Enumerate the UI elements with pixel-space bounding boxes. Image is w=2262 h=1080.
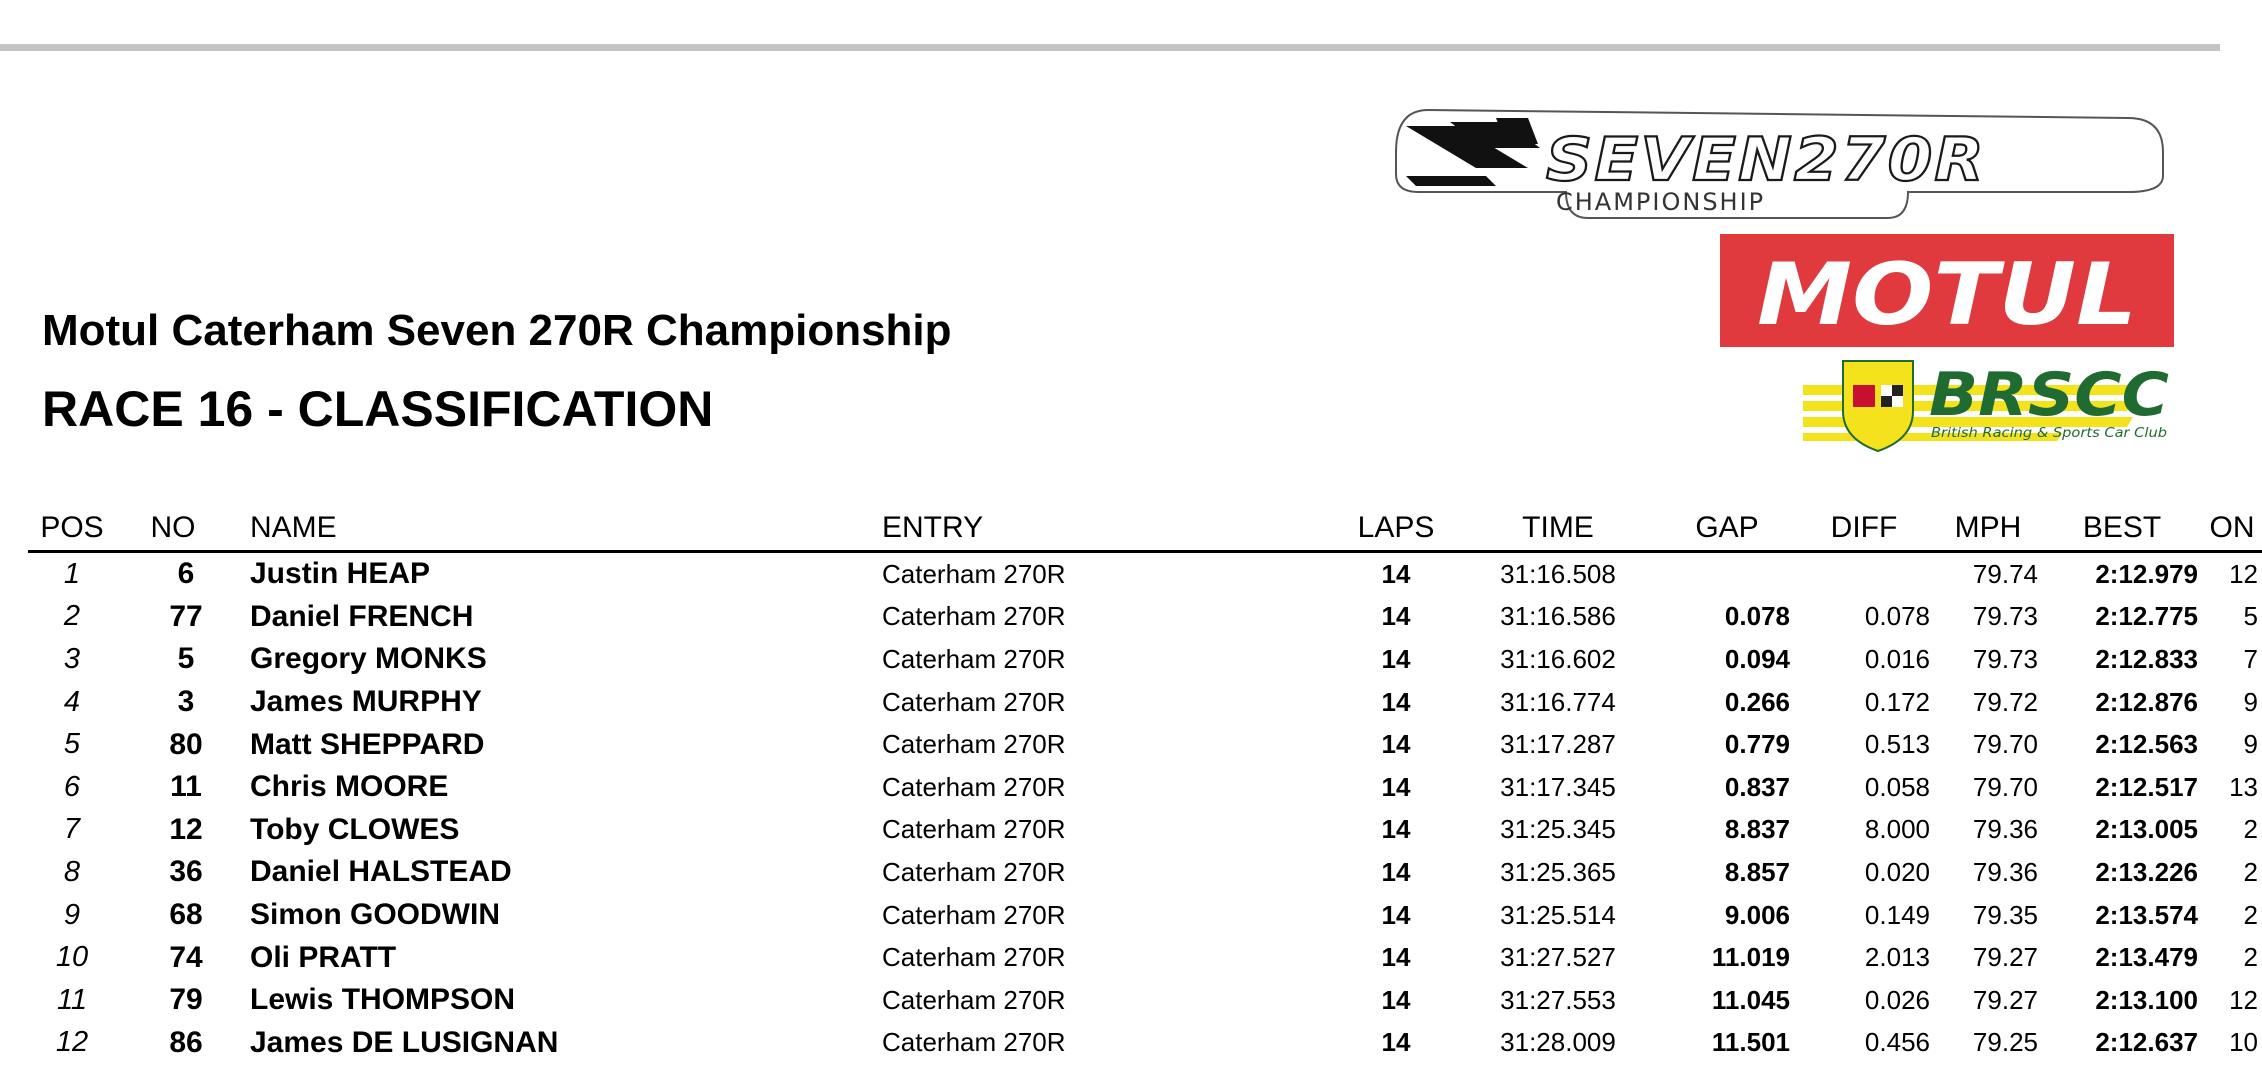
classification-table <box>28 506 2262 1064</box>
table-row <box>28 723 2262 766</box>
entry-cell: Caterham 270R <box>882 984 1066 1015</box>
driver-name-cell: Matt SHEPPARD <box>250 727 485 761</box>
best-lap-cell: 2:13.100 <box>2095 984 2198 1015</box>
best-on-lap-cell: 12 <box>2229 558 2258 589</box>
best-on-lap-cell: 7 <box>2243 643 2258 674</box>
mph-cell: 79.72 <box>1972 686 2038 717</box>
time-cell: 31:17.287 <box>1500 729 1616 760</box>
entry-cell: Caterham 270R <box>882 771 1066 802</box>
time-cell: 31:25.345 <box>1500 814 1616 845</box>
diff-cell: 0.172 <box>1864 686 1930 717</box>
entry-cell: Caterham 270R <box>882 942 1066 973</box>
diff-cell: 0.513 <box>1864 729 1930 760</box>
motul-wordmark: MOTUL <box>1757 245 2137 345</box>
mph-cell: 79.27 <box>1972 984 2038 1015</box>
driver-name-cell: Daniel FRENCH <box>250 599 474 633</box>
laps-cell: 14 <box>1381 1027 1411 1058</box>
car-number-cell: 74 <box>169 940 203 974</box>
entry-cell: Caterham 270R <box>882 729 1066 760</box>
gap-cell: 0.078 <box>1724 601 1790 632</box>
car-number-cell: 36 <box>169 855 203 889</box>
best-lap-cell: 2:12.637 <box>2095 1027 2198 1058</box>
brscc-logo <box>1803 355 2175 453</box>
table-row <box>28 552 2262 596</box>
diff-cell: 0.078 <box>1864 601 1930 632</box>
best-on-lap-cell: 5 <box>2243 601 2258 632</box>
mph-cell: 79.27 <box>1972 942 2038 973</box>
laps-cell: 14 <box>1381 558 1411 589</box>
race-classification-title: RACE 16 - CLASSIFICATION <box>42 381 714 437</box>
car-number-cell: 80 <box>169 727 203 761</box>
position-cell: 1 <box>63 557 81 590</box>
laps-cell: 14 <box>1381 686 1411 717</box>
position-cell: 5 <box>63 728 81 761</box>
driver-name-cell: James DE LUSIGNAN <box>250 1025 559 1059</box>
car-number-cell: 86 <box>169 1025 203 1059</box>
car-number-cell: 77 <box>169 599 203 633</box>
gap-cell: 11.045 <box>1711 984 1790 1015</box>
driver-name-cell: Gregory MONKS <box>250 642 487 676</box>
best-lap-cell: 2:12.876 <box>2095 686 2198 717</box>
time-cell: 31:27.527 <box>1500 942 1616 973</box>
position-cell: 9 <box>63 898 81 931</box>
diff-cell <box>1794 552 1934 596</box>
driver-name-cell: Simon GOODWIN <box>250 898 500 932</box>
entry-cell: Caterham 270R <box>882 686 1066 717</box>
position-cell: 10 <box>55 941 89 974</box>
gap-cell: 0.779 <box>1724 729 1790 760</box>
mph-cell: 79.36 <box>1972 856 2038 887</box>
column-header-best: BEST <box>2042 506 2202 552</box>
laps-cell: 14 <box>1381 942 1411 973</box>
diff-cell: 0.020 <box>1864 856 1930 887</box>
driver-name-cell: Toby CLOWES <box>250 812 460 846</box>
column-header-no: NO <box>116 506 230 552</box>
column-header-entry: ENTRY <box>878 506 1336 552</box>
mph-cell: 79.74 <box>1972 558 2038 589</box>
position-cell: 12 <box>55 1026 89 1059</box>
entry-cell: Caterham 270R <box>882 601 1066 632</box>
car-number-cell: 11 <box>170 770 202 804</box>
car-number-cell: 12 <box>169 812 203 846</box>
table-row <box>28 1022 2262 1065</box>
car-number-cell: 79 <box>169 983 203 1017</box>
column-header-mph: MPH <box>1934 506 2042 552</box>
laps-cell: 14 <box>1381 729 1411 760</box>
position-cell: 8 <box>63 855 81 888</box>
mph-cell: 79.73 <box>1972 643 2038 674</box>
driver-name-cell: Oli PRATT <box>250 940 397 974</box>
car-number-cell: 6 <box>177 557 195 591</box>
mph-cell: 79.70 <box>1972 729 2038 760</box>
best-lap-cell: 2:12.833 <box>2095 643 2198 674</box>
car-number-cell: 5 <box>177 642 195 676</box>
table-row <box>28 809 2262 852</box>
mph-cell: 79.35 <box>1972 899 2038 930</box>
laps-cell: 14 <box>1381 771 1411 802</box>
best-on-lap-cell: 2 <box>2243 942 2258 973</box>
entry-cell: Caterham 270R <box>882 558 1066 589</box>
classification-rows <box>28 552 2262 1065</box>
column-header-laps: LAPS <box>1336 506 1456 552</box>
column-header-name: NAME <box>230 506 878 552</box>
driver-name-cell: Chris MOORE <box>250 770 449 804</box>
best-on-lap-cell: 2 <box>2243 814 2258 845</box>
driver-name-cell: James MURPHY <box>250 685 482 719</box>
gap-cell: 8.857 <box>1724 856 1790 887</box>
championship-wordmark: CHAMPIONSHIP <box>1556 188 1766 216</box>
position-cell: 4 <box>63 685 81 718</box>
table-row <box>28 979 2262 1022</box>
best-lap-cell: 2:13.226 <box>2095 856 2198 887</box>
time-cell: 31:28.009 <box>1500 1027 1616 1058</box>
laps-cell: 14 <box>1381 601 1411 632</box>
entry-cell: Caterham 270R <box>882 899 1066 930</box>
mph-cell: 79.70 <box>1972 771 2038 802</box>
top-divider <box>0 44 2220 51</box>
best-lap-cell: 2:12.979 <box>2095 558 2198 589</box>
time-cell: 31:27.553 <box>1500 984 1616 1015</box>
mph-cell: 79.73 <box>1972 601 2038 632</box>
diff-cell: 0.456 <box>1864 1027 1930 1058</box>
diff-cell: 0.016 <box>1864 643 1930 674</box>
seven-wordmark: SEVEN270R <box>1546 125 1986 195</box>
best-lap-cell: 2:13.574 <box>2095 899 2198 930</box>
table-row <box>28 894 2262 937</box>
best-lap-cell: 2:12.775 <box>2095 601 2198 632</box>
best-on-lap-cell: 2 <box>2243 856 2258 887</box>
best-on-lap-cell: 2 <box>2243 899 2258 930</box>
laps-cell: 14 <box>1381 814 1411 845</box>
diff-cell: 8.000 <box>1864 814 1930 845</box>
best-on-lap-cell: 10 <box>2229 1027 2258 1058</box>
driver-name-cell: Lewis THOMPSON <box>250 983 516 1017</box>
table-row <box>28 638 2262 681</box>
column-header-gap: GAP <box>1660 506 1794 552</box>
column-header-pos: POS <box>28 506 116 552</box>
best-lap-cell: 2:13.479 <box>2095 942 2198 973</box>
position-cell: 7 <box>63 813 81 846</box>
laps-cell: 14 <box>1381 984 1411 1015</box>
gap-cell: 11.019 <box>1711 942 1790 973</box>
column-header-on: ON <box>2202 506 2262 552</box>
best-lap-cell: 2:13.005 <box>2095 814 2198 845</box>
diff-cell: 0.149 <box>1864 899 1930 930</box>
gap-cell: 9.006 <box>1724 899 1790 930</box>
motul-logo <box>1720 234 2174 347</box>
position-cell: 6 <box>63 770 81 803</box>
driver-name-cell: Daniel HALSTEAD <box>250 855 512 889</box>
championship-title: Motul Caterham Seven 270R Championship <box>42 306 952 355</box>
gap-cell: 0.837 <box>1724 771 1790 802</box>
table-header-row <box>28 506 2262 552</box>
table-row <box>28 936 2262 979</box>
gap-cell: 11.501 <box>1711 1027 1790 1058</box>
seven-270r-championship-logo <box>1388 104 2170 224</box>
table-row <box>28 681 2262 724</box>
driver-name-cell: Justin HEAP <box>250 557 431 591</box>
table-row <box>28 596 2262 639</box>
car-number-cell: 68 <box>169 898 203 932</box>
table-row <box>28 766 2262 809</box>
entry-cell: Caterham 270R <box>882 856 1066 887</box>
best-on-lap-cell: 12 <box>2229 984 2258 1015</box>
gap-cell: 8.837 <box>1724 814 1790 845</box>
column-header-diff: DIFF <box>1794 506 1934 552</box>
laps-cell: 14 <box>1381 899 1411 930</box>
gap-cell <box>1660 552 1794 596</box>
time-cell: 31:16.602 <box>1500 643 1616 674</box>
diff-cell: 0.026 <box>1864 984 1930 1015</box>
mph-cell: 79.36 <box>1972 814 2038 845</box>
entry-cell: Caterham 270R <box>882 643 1066 674</box>
table-row <box>28 851 2262 894</box>
time-cell: 31:17.345 <box>1500 771 1616 802</box>
position-cell: 11 <box>56 983 88 1016</box>
gap-cell: 0.266 <box>1724 686 1790 717</box>
best-on-lap-cell: 9 <box>2243 729 2258 760</box>
diff-cell: 2.013 <box>1864 942 1930 973</box>
gap-cell: 0.094 <box>1724 643 1790 674</box>
brscc-tagline: British Racing & Sports Car Club <box>1931 426 2167 441</box>
best-lap-cell: 2:12.517 <box>2095 771 2198 802</box>
time-cell: 31:16.586 <box>1500 601 1616 632</box>
diff-cell: 0.058 <box>1864 771 1930 802</box>
position-cell: 3 <box>63 642 81 675</box>
time-cell: 31:25.514 <box>1500 899 1616 930</box>
entry-cell: Caterham 270R <box>882 1027 1066 1058</box>
time-cell: 31:16.774 <box>1500 686 1616 717</box>
mph-cell: 79.25 <box>1972 1027 2038 1058</box>
brscc-wordmark: BRSCC <box>1929 360 2169 430</box>
column-header-time: TIME <box>1456 506 1660 552</box>
time-cell: 31:25.365 <box>1500 856 1616 887</box>
entry-cell: Caterham 270R <box>882 814 1066 845</box>
laps-cell: 14 <box>1381 856 1411 887</box>
position-cell: 2 <box>63 600 81 633</box>
car-number-cell: 3 <box>177 685 195 719</box>
time-cell: 31:16.508 <box>1500 558 1616 589</box>
brscc-shield-icon <box>1843 361 1913 451</box>
laps-cell: 14 <box>1381 643 1411 674</box>
best-on-lap-cell: 9 <box>2243 686 2258 717</box>
best-on-lap-cell: 13 <box>2229 771 2258 802</box>
best-lap-cell: 2:12.563 <box>2095 729 2198 760</box>
